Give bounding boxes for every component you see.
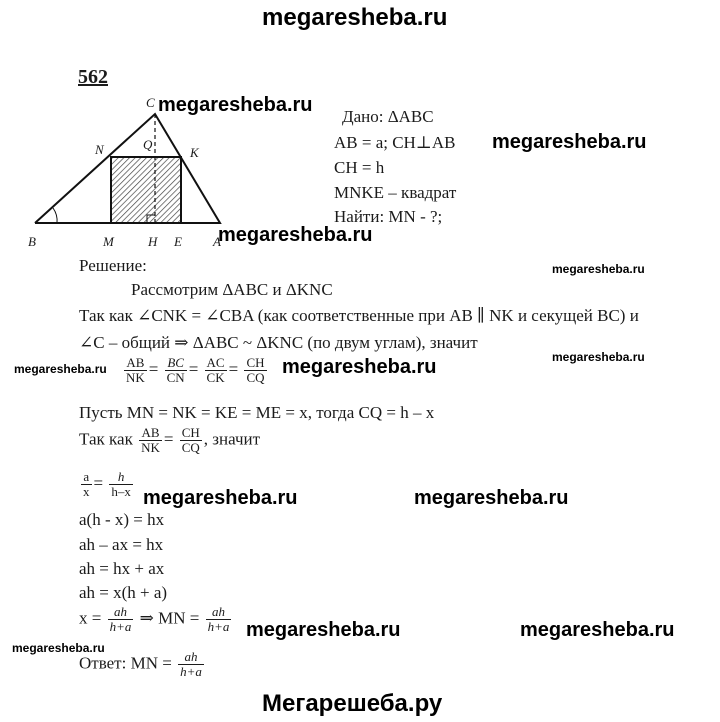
solution-consider: Рассмотрим ΔABC и ΔKNC [131, 280, 333, 299]
equation-3: ah – ax = hx [79, 535, 164, 554]
watermark-top: megaresheba.ru [262, 4, 448, 31]
label-e: E [174, 234, 182, 249]
watermark-given: megaresheba.ru [492, 131, 647, 153]
solution-line2: ∠C – общий ⇒ ΔABC ~ ΔKNC (по двум углам), значит [79, 333, 478, 352]
problem-number: 562 [78, 66, 108, 88]
watermark-right-small-2: megaresheba.ru [552, 350, 645, 364]
solution-heading: Решение: [79, 256, 147, 275]
watermark-bottom-left: megaresheba.ru [246, 619, 401, 641]
given-line1: AB = a; CH⊥AB [334, 133, 456, 152]
given-line2: CH = h [334, 158, 385, 177]
equation-5: ah = x(h + a) [79, 583, 168, 602]
watermark-ratio: megaresheba.ru [282, 356, 437, 378]
equation-1: $\frac{a}{x}$ = $\frac{h}{h-x}$ [83, 469, 131, 499]
equation-4: ah = hx + ax [79, 559, 165, 578]
watermark-bottom-left-small: megaresheba.ru [12, 641, 105, 655]
label-a: A [213, 234, 221, 249]
watermark-diagram: megaresheba.ru [158, 94, 313, 116]
label-n: N [95, 142, 104, 157]
label-b: B [28, 234, 36, 249]
footer-watermark: Мегарешеба.ру [262, 690, 443, 717]
label-k: K [190, 145, 199, 160]
label-h: H [148, 234, 158, 249]
label-c: C [146, 95, 155, 110]
solution-line1: Так как ∠CNK = ∠CBA (как соответственные при AB ∥ NK и секущей BC) и [79, 306, 639, 325]
square-mnke [111, 157, 181, 223]
watermark-mid-right: megaresheba.ru [414, 487, 569, 509]
watermark-mid-left: megaresheba.ru [143, 487, 298, 509]
given-line3: MNKE – квадрат [334, 183, 457, 202]
label-m: M [103, 234, 114, 249]
since-row: Так как $\frac{AB}{NK}$ = $\frac{CH}{CQ}$ , значит [79, 425, 261, 455]
ratio-row: $\frac{AB}{NK}$ = $\frac{BC}{CN}$ = $\frac{AC}{CK}$ = $\frac{CH}{CQ}$ [126, 355, 265, 385]
solution-let: Пусть MN = NK = KE = ME = x, тогда CQ = h – x [79, 403, 435, 422]
equation-2: a(h - x) = hx [79, 510, 165, 529]
given-title: Дано: ΔABC [342, 107, 434, 126]
watermark-left-small: megaresheba.ru [14, 362, 107, 376]
answer-row: Ответ: MN = $\frac{ah}{h+a}$ [79, 649, 202, 679]
watermark-right-small-1: megaresheba.ru [552, 262, 645, 276]
watermark-bottom-right: megaresheba.ru [520, 619, 675, 641]
given-find: Найти: MN - ?; [334, 207, 443, 226]
watermark-below-diagram: megaresheba.ru [218, 224, 373, 246]
angle-b-arc [53, 208, 57, 223]
label-q: Q [143, 137, 153, 152]
equation-6: x = $\frac{ah}{h+a}$ ⇒ MN = $\frac{ah}{h+a}$ [79, 604, 230, 634]
